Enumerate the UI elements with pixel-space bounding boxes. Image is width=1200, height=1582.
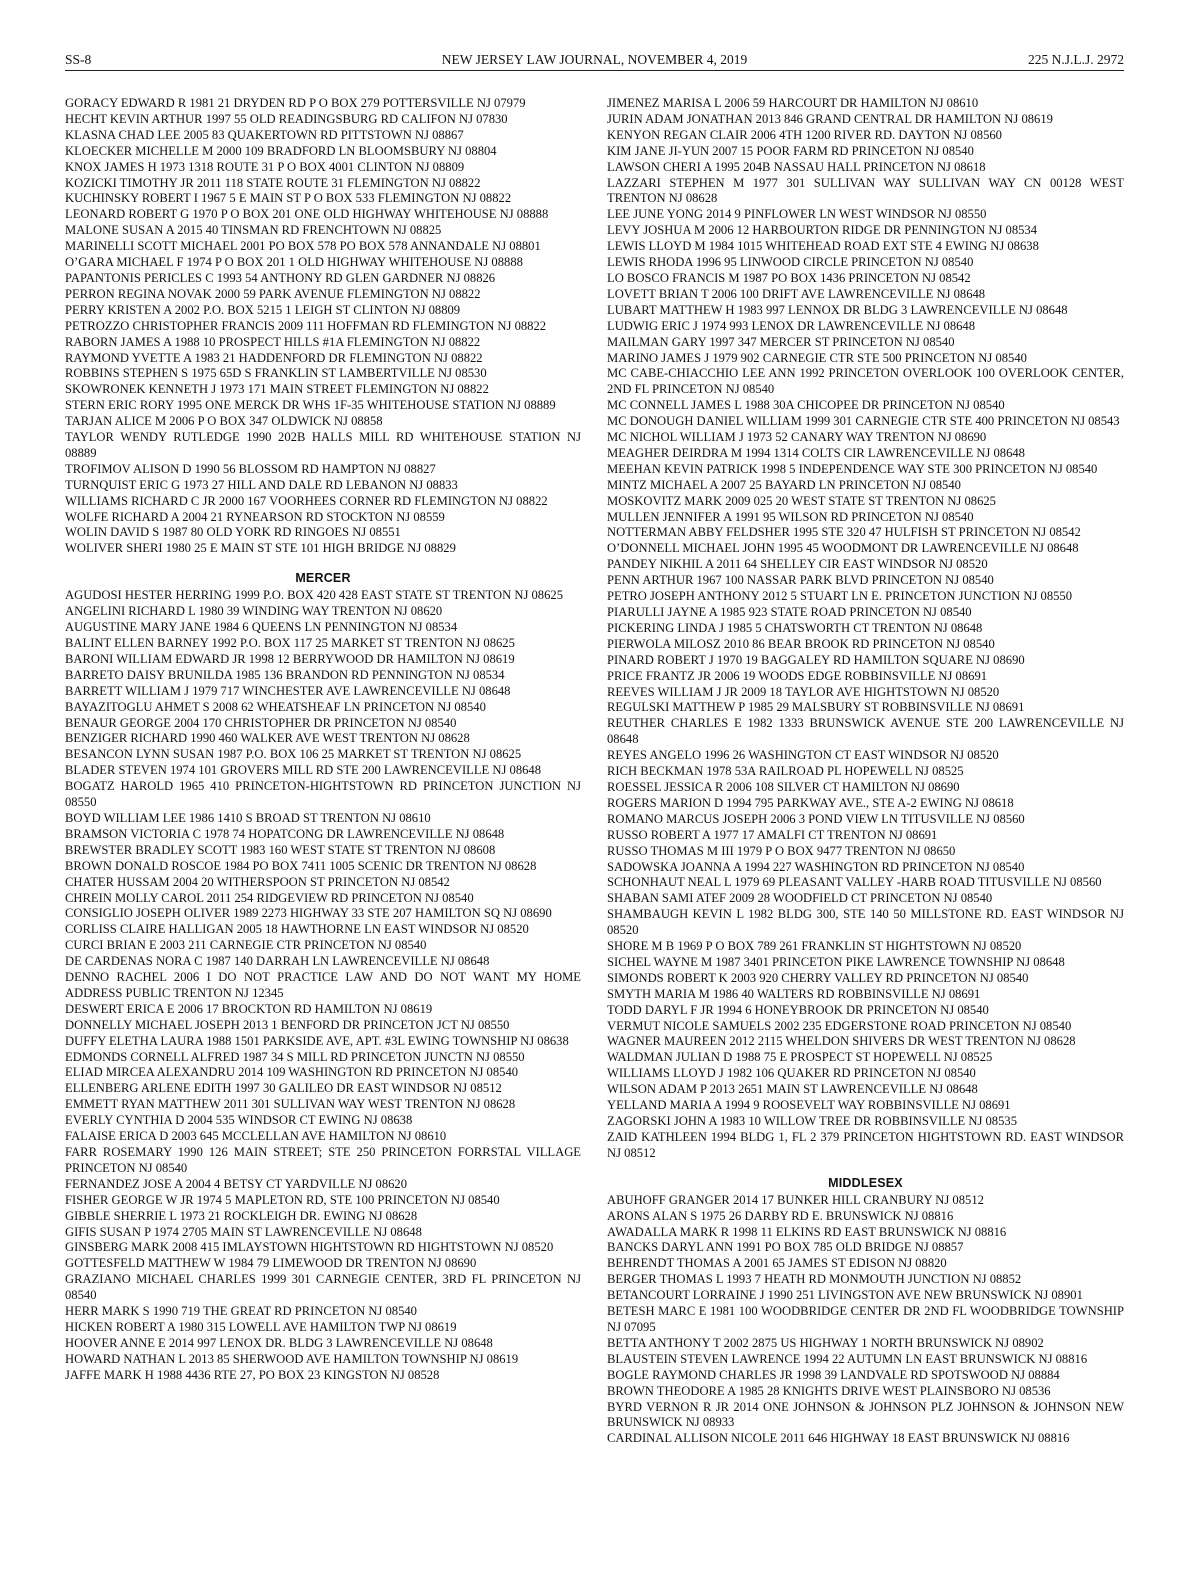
attorney-entry: PETRO JOSEPH ANTHONY 2012 5 STUART LN E. PRINCETON JUNCTION NJ 08550 xyxy=(607,589,1073,604)
attorney-entry: MAILMAN GARY 1997 347 MERCER ST PRINCETON NJ 08540 xyxy=(607,334,955,349)
attorney-entry: PENN ARTHUR 1967 100 NASSAR PARK BLVD PRINCETON NJ 08540 xyxy=(607,573,994,588)
attorney-entry: TURNQUIST ERIC G 1973 27 HILL AND DALE RD LEBANON NJ 08833 xyxy=(65,477,458,492)
attorney-entry: ROESSEL JESSICA R 2006 108 SILVER CT HAMILTON NJ 08690 xyxy=(607,779,960,794)
attorney-entry: EVERLY CYNTHIA D 2004 535 WINDSOR CT EWING NJ 08638 xyxy=(65,1113,413,1128)
attorney-entry: BOGLE RAYMOND CHARLES JR 1998 39 LANDVALE RD SPOTSWOOD NJ 08884 xyxy=(607,1367,1060,1382)
attorney-entry: MARINELLI SCOTT MICHAEL 2001 PO BOX 578 PO BOX 578 ANNANDALE NJ 08801 xyxy=(65,239,541,254)
attorney-entry: ZAID KATHLEEN 1994 BLDG 1, FL 2 379 PRINCETON HIGHTSTOWN RD. EAST WINDSOR NJ 08512 xyxy=(607,1129,1124,1160)
attorney-entry: KLASNA CHAD LEE 2005 83 QUAKERTOWN RD PITTSTOWN NJ 08867 xyxy=(65,127,464,142)
attorney-entry: YELLAND MARIA A 1994 9 ROOSEVELT WAY ROBBINSVILLE NJ 08691 xyxy=(607,1098,1011,1113)
attorney-entry: ZAGORSKI JOHN A 1983 10 WILLOW TREE DR ROBBINSVILLE NJ 08535 xyxy=(607,1114,1017,1128)
attorney-entry: RUSSO THOMAS M III 1979 P O BOX 9477 TRENTON NJ 08650 xyxy=(607,843,956,858)
attorney-entry: BANCKS DARYL ANN 1991 PO BOX 785 OLD BRIDGE NJ 08857 xyxy=(607,1240,964,1255)
attorney-entry: DESWERT ERICA E 2006 17 BROCKTON RD HAMILTON NJ 08619 xyxy=(65,1001,433,1016)
attorney-entry: PERRON REGINA NOVAK 2000 59 PARK AVENUE FLEMINGTON NJ 08822 xyxy=(65,286,481,301)
attorney-entry: BAYAZITOGLU AHMET S 2008 62 WHEATSHEAF LN PRINCETON NJ 08540 xyxy=(65,699,486,714)
attorney-entry: PANDEY NIKHIL A 2011 64 SHELLEY CIR EAST WINDSOR NJ 08520 xyxy=(607,557,988,572)
attorney-entry: BESANCON LYNN SUSAN 1987 P.O. BOX 106 25 MARKET ST TRENTON NJ 08625 xyxy=(65,747,522,762)
attorney-entry: O’GARA MICHAEL F 1974 P O BOX 201 1 OLD HIGHWAY WHITEHOUSE NJ 08888 xyxy=(65,255,523,270)
attorney-entry: ELIAD MIRCEA ALEXANDRU 2014 109 WASHINGTON RD PRINCETON NJ 08540 xyxy=(65,1065,519,1080)
attorney-entry: JURIN ADAM JONATHAN 2013 846 GRAND CENTRAL DR HAMILTON NJ 08619 xyxy=(607,111,1053,126)
attorney-entry: BOYD WILLIAM LEE 1986 1410 S BROAD ST TRENTON NJ 08610 xyxy=(65,810,431,825)
attorney-entry: O’DONNELL MICHAEL JOHN 1995 45 WOODMONT DR LAWRENCEVILLE NJ 08648 xyxy=(607,541,1079,556)
attorney-entry: LEWIS LLOYD M 1984 1015 WHITEHEAD ROAD EXT STE 4 EWING NJ 08638 xyxy=(607,239,1039,254)
attorney-entry: RABORN JAMES A 1988 10 PROSPECT HILLS #1A FLEMINGTON NJ 08822 xyxy=(65,334,481,349)
attorney-entry: LEE JUNE YONG 2014 9 PINFLOWER LN WEST WINDSOR NJ 08550 xyxy=(607,207,987,222)
attorney-entry: BENZIGER RICHARD 1990 460 WALKER AVE WEST TRENTON NJ 08628 xyxy=(65,731,470,746)
attorney-entry: ANGELINI RICHARD L 1980 39 WINDING WAY TRENTON NJ 08620 xyxy=(65,604,443,619)
attorney-entry: KENYON REGAN CLAIR 2006 4TH 1200 RIVER RD. DAYTON NJ 08560 xyxy=(607,127,1002,142)
attorney-entry: BEHRENDT THOMAS A 2001 65 JAMES ST EDISON NJ 08820 xyxy=(607,1256,947,1271)
attorney-entry: GOTTESFELD MATTHEW W 1984 79 LIMEWOOD DR TRENTON NJ 08690 xyxy=(65,1256,477,1271)
attorney-entry: EMMETT RYAN MATTHEW 2011 301 SULLIVAN WAY WEST TRENTON NJ 08628 xyxy=(65,1097,516,1112)
attorney-entry: STERN ERIC RORY 1995 ONE MERCK DR WHS 1F-35 WHITEHOUSE STATION NJ 08889 xyxy=(65,398,556,413)
attorney-entry: ARONS ALAN S 1975 26 DARBY RD E. BRUNSWICK NJ 08816 xyxy=(607,1208,954,1223)
attorney-entry: TARJAN ALICE M 2006 P O BOX 347 OLDWICK NJ 08858 xyxy=(65,414,383,429)
attorney-entry: CARDINAL ALLISON NICOLE 2011 646 HIGHWAY 18 EAST BRUNSWICK NJ 08816 xyxy=(607,1431,1070,1446)
attorney-entry: LEVY JOSHUA M 2006 12 HARBOURTON RIDGE DR PENNINGTON NJ 08534 xyxy=(607,223,1038,238)
attorney-entry: WOLIVER SHERI 1980 25 E MAIN ST STE 101 HIGH BRIDGE NJ 08829 xyxy=(65,541,456,556)
attorney-entry: ROBBINS STEPHEN S 1975 65D S FRANKLIN ST LAMBERTVILLE NJ 08530 xyxy=(65,366,487,381)
attorney-entry: LAWSON CHERI A 1995 204B NASSAU HALL PRINCETON NJ 08618 xyxy=(607,159,986,174)
attorney-entry: HOOVER ANNE E 2014 997 LENOX DR. BLDG 3 LAWRENCEVILLE NJ 08648 xyxy=(65,1335,493,1350)
attorney-entry: REGULSKI MATTHEW P 1985 29 MALSBURY ST ROBBINSVILLE NJ 08691 xyxy=(607,700,1025,715)
publication-title: NEW JERSEY LAW JOURNAL, NOVEMBER 4, 2019 xyxy=(441,52,748,67)
attorney-entry: MC CABE-CHIACCHIO LEE ANN 1992 PRINCETON OVERLOOK 100 OVERLOOK CENTER, 2ND FL PRINCETON NJ 08540 xyxy=(607,366,1124,397)
attorney-entry: FISHER GEORGE W JR 1974 5 MAPLETON RD, STE 100 PRINCETON NJ 08540 xyxy=(65,1192,500,1207)
attorney-entry: KOZICKI TIMOTHY JR 2011 118 STATE ROUTE 31 FLEMINGTON NJ 08822 xyxy=(65,175,481,190)
attorney-entry: BROWN DONALD ROSCOE 1984 PO BOX 7411 1005 SCENIC DR TRENTON NJ 08628 xyxy=(65,858,537,873)
attorney-entry: SHORE M B 1969 P O BOX 789 261 FRANKLIN ST HIGHTSTOWN NJ 08520 xyxy=(607,939,1022,954)
attorney-entry: SHAMBAUGH KEVIN L 1982 BLDG 300, STE 140 50 MILLSTONE RD. EAST WINDSOR NJ 08520 xyxy=(607,907,1124,938)
attorney-entry: KLOECKER MICHELLE M 2000 109 BRADFORD LN BLOOMSBURY NJ 08804 xyxy=(65,143,497,158)
attorney-entry: CHREIN MOLLY CAROL 2011 254 RIDGEVIEW RD PRINCETON NJ 08540 xyxy=(65,890,474,905)
attorney-entry: BYRD VERNON R JR 2014 ONE JOHNSON & JOHNSON PLZ JOHNSON & JOHNSON NEW BRUNSWICK NJ 08933 xyxy=(607,1399,1124,1430)
attorney-entry: KNOX JAMES H 1973 1318 ROUTE 31 P O BOX 4001 CLINTON NJ 08809 xyxy=(65,159,465,174)
attorney-entry: GIFIS SUSAN P 1974 2705 MAIN ST LAWRENCEVILLE NJ 08648 xyxy=(65,1224,422,1239)
attorney-entry: SICHEL WAYNE M 1987 3401 PRINCETON PIKE LAWRENCE TOWNSHIP NJ 08648 xyxy=(607,954,1065,969)
attorney-entry: VERMUT NICOLE SAMUELS 2002 235 EDGERSTONE ROAD PRINCETON NJ 08540 xyxy=(607,1018,1072,1033)
attorney-entry: BARRETO DAISY BRUNILDA 1985 136 BRANDON RD PENNINGTON NJ 08534 xyxy=(65,667,505,682)
attorney-entry: WAGNER MAUREEN 2012 2115 WHELDON SHIVERS DR WEST TRENTON NJ 08628 xyxy=(607,1034,1076,1049)
attorney-entry: AUGUSTINE MARY JANE 1984 6 QUEENS LN PENNINGTON NJ 08534 xyxy=(65,620,458,635)
attorney-entry: MEEHAN KEVIN PATRICK 1998 5 INDEPENDENCE WAY STE 300 PRINCETON NJ 08540 xyxy=(607,461,1098,476)
attorney-entry: PETROZZO CHRISTOPHER FRANCIS 2009 111 HOFFMAN RD FLEMINGTON NJ 08822 xyxy=(65,318,547,333)
attorney-entry: MALONE SUSAN A 2015 40 TINSMAN RD FRENCHTOWN NJ 08825 xyxy=(65,223,442,238)
attorney-entry: TODD DARYL F JR 1994 6 HONEYBROOK DR PRINCETON NJ 08540 xyxy=(607,1002,989,1017)
attorney-entry: MOSKOVITZ MARK 2009 025 20 WEST STATE ST TRENTON NJ 08625 xyxy=(607,493,996,508)
attorney-entry: DONNELLY MICHAEL JOSEPH 2013 1 BENFORD DR PRINCETON JCT NJ 08550 xyxy=(65,1017,510,1032)
attorney-entry: MULLEN JENNIFER A 1991 95 WILSON RD PRINCETON NJ 08540 xyxy=(607,509,974,524)
attorney-entry: ROGERS MARION D 1994 795 PARKWAY AVE., STE A-2 EWING NJ 08618 xyxy=(607,795,1014,810)
attorney-entry: HERR MARK S 1990 719 THE GREAT RD PRINCETON NJ 08540 xyxy=(65,1304,417,1319)
attorney-entry: NOTTERMAN ABBY FELDSHER 1995 STE 320 47 HULFISH ST PRINCETON NJ 08542 xyxy=(607,525,1081,540)
attorney-entry: PICKERING LINDA J 1985 5 CHATSWORTH CT TRENTON NJ 08648 xyxy=(607,620,983,635)
attorney-entry: BREWSTER BRADLEY SCOTT 1983 160 WEST STATE ST TRENTON NJ 08608 xyxy=(65,842,496,857)
attorney-entry: CORLISS CLAIRE HALLIGAN 2005 18 HAWTHORNE LN EAST WINDSOR NJ 08520 xyxy=(65,922,529,937)
attorney-entry: GINSBERG MARK 2008 415 IMLAYSTOWN HIGHTSTOWN RD HIGHTSTOWN NJ 08520 xyxy=(65,1240,554,1255)
attorney-entry: BARONI WILLIAM EDWARD JR 1998 12 BERRYWOOD DR HAMILTON NJ 08619 xyxy=(65,651,515,666)
attorney-entry: BETTA ANTHONY T 2002 2875 US HIGHWAY 1 NORTH BRUNSWICK NJ 08902 xyxy=(607,1335,1044,1350)
attorney-entry: LAZZARI STEPHEN M 1977 301 SULLIVAN WAY SULLIVAN WAY CN 00128 WEST TRENTON NJ 08628 xyxy=(607,175,1124,206)
attorney-entry: EDMONDS CORNELL ALFRED 1987 34 S MILL RD PRINCETON JUNCTN NJ 08550 xyxy=(65,1049,525,1064)
attorney-entry: MEAGHER DEIRDRA M 1994 1314 COLTS CIR LAWRENCEVILLE NJ 08648 xyxy=(607,445,1025,460)
attorney-entry: WILSON ADAM P 2013 2651 MAIN ST LAWRENCEVILLE NJ 08648 xyxy=(607,1082,978,1097)
county-heading: MIDDLESEX xyxy=(828,1175,903,1190)
attorney-entry: PIERWOLA MILOSZ 2010 86 BEAR BROOK RD PRINCETON NJ 08540 xyxy=(607,636,995,651)
page-label: SS-8 xyxy=(65,52,92,67)
attorney-entry: LO BOSCO FRANCIS M 1987 PO BOX 1436 PRINCETON NJ 08542 xyxy=(607,270,971,285)
attorney-entry: BROWN THEODORE A 1985 28 KNIGHTS DRIVE WEST PLAINSBORO NJ 08536 xyxy=(607,1383,1051,1398)
attorney-entry: BERGER THOMAS L 1993 7 HEATH RD MONMOUTH JUNCTION NJ 08852 xyxy=(607,1272,1022,1287)
attorney-entry: KUCHINSKY ROBERT I 1967 5 E MAIN ST P O BOX 533 FLEMINGTON NJ 08822 xyxy=(65,191,512,206)
attorney-entry: FERNANDEZ JOSE A 2004 4 BETSY CT YARDVILLE NJ 08620 xyxy=(65,1176,408,1191)
attorney-entry: HOWARD NATHAN L 2013 85 SHERWOOD AVE HAMILTON TOWNSHIP NJ 08619 xyxy=(65,1351,519,1366)
attorney-entry: ROMANO MARCUS JOSEPH 2006 3 POND VIEW LN TITUSVILLE NJ 08560 xyxy=(607,811,1025,826)
attorney-entry: PINARD ROBERT J 1970 19 BAGGALEY RD HAMILTON SQUARE NJ 08690 xyxy=(607,652,1025,667)
attorney-entry: AGUDOSI HESTER HERRING 1999 P.O. BOX 420 428 EAST STATE ST TRENTON NJ 08625 xyxy=(65,588,563,603)
attorney-entry: CURCI BRIAN E 2003 211 CARNEGIE CTR PRINCETON NJ 08540 xyxy=(65,938,427,953)
attorney-entry: JIMENEZ MARISA L 2006 59 HARCOURT DR HAMILTON NJ 08610 xyxy=(607,96,979,110)
attorney-entry: BLAUSTEIN STEVEN LAWRENCE 1994 22 AUTUMN LN EAST BRUNSWICK NJ 08816 xyxy=(607,1351,1088,1366)
attorney-entry: WILLIAMS LLOYD J 1982 106 QUAKER RD PRINCETON NJ 08540 xyxy=(607,1066,976,1081)
attorney-entry: BRAMSON VICTORIA C 1978 74 HOPATCONG DR LAWRENCEVILLE NJ 08648 xyxy=(65,826,505,841)
attorney-entry: WILLIAMS RICHARD C JR 2000 167 VOORHEES CORNER RD FLEMINGTON NJ 08822 xyxy=(65,493,548,508)
right-column xyxy=(607,96,1124,1447)
attorney-entry: BETESH MARC E 1981 100 WOODBRIDGE CENTER DR 2ND FL WOODBRIDGE TOWNSHIP NJ 07095 xyxy=(607,1304,1124,1334)
attorney-entry: LOVETT BRIAN T 2006 100 DRIFT AVE LAWRENCEVILLE NJ 08648 xyxy=(607,286,986,301)
county-heading: MERCER xyxy=(295,571,351,586)
attorney-entry: FALAISE ERICA D 2003 645 MCCLELLAN AVE HAMILTON NJ 08610 xyxy=(65,1129,447,1144)
attorney-entry: REEVES WILLIAM J JR 2009 18 TAYLOR AVE HIGHTSTOWN NJ 08520 xyxy=(607,684,1000,699)
page-header xyxy=(65,52,1124,71)
attorney-entry: MINTZ MICHAEL A 2007 25 BAYARD LN PRINCETON NJ 08540 xyxy=(607,477,961,492)
attorney-entry: SKOWRONEK KENNETH J 1973 171 MAIN STREET FLEMINGTON NJ 08822 xyxy=(65,382,489,397)
attorney-entry: DE CARDENAS NORA C 1987 140 DARRAH LN LAWRENCEVILLE NJ 08648 xyxy=(65,954,490,969)
attorney-entry: PERRY KRISTEN A 2002 P.O. BOX 5215 1 LEIGH ST CLINTON NJ 08809 xyxy=(65,302,461,317)
attorney-entry: SCHONHAUT NEAL L 1979 69 PLEASANT VALLEY -HARB ROAD TITUSVILLE NJ 08560 xyxy=(607,875,1102,890)
attorney-entry: MC NICHOL WILLIAM J 1973 52 CANARY WAY TRENTON NJ 08690 xyxy=(607,430,987,445)
attorney-entry: SHABAN SAMI ATEF 2009 28 WOODFIELD CT PRINCETON NJ 08540 xyxy=(607,891,993,906)
attorney-entry: BETANCOURT LORRAINE J 1990 251 LIVINGSTON AVE NEW BRUNSWICK NJ 08901 xyxy=(607,1288,1083,1303)
attorney-entry: JAFFE MARK H 1988 4436 RTE 27, PO BOX 23 KINGSTON NJ 08528 xyxy=(65,1367,440,1382)
attorney-entry: DUFFY ELETHA LAURA 1988 1501 PARKSIDE AVE, APT. #3L EWING TOWNSHIP NJ 08638 xyxy=(65,1033,569,1048)
attorney-entry: MC CONNELL JAMES L 1988 30A CHICOPEE DR PRINCETON NJ 08540 xyxy=(607,398,1005,413)
attorney-entry: CONSIGLIO JOSEPH OLIVER 1989 2273 HIGHWAY 33 STE 207 HAMILTON SQ NJ 08690 xyxy=(65,906,552,921)
attorney-entry: SIMONDS ROBERT K 2003 920 CHERRY VALLEY RD PRINCETON NJ 08540 xyxy=(607,970,1029,985)
attorney-entry: PRICE FRANTZ JR 2006 19 WOODS EDGE ROBBINSVILLE NJ 08691 xyxy=(607,668,988,683)
attorney-entry: WOLFE RICHARD A 2004 21 RYNEARSON RD STOCKTON NJ 08559 xyxy=(65,509,445,524)
attorney-entry: MARINO JAMES J 1979 902 CARNEGIE CTR STE 500 PRINCETON NJ 08540 xyxy=(607,350,1027,365)
attorney-entry: AWADALLA MARK R 1998 11 ELKINS RD EAST BRUNSWICK NJ 08816 xyxy=(607,1224,1007,1239)
attorney-entry: PIARULLI JAYNE A 1985 923 STATE ROAD PRINCETON NJ 08540 xyxy=(607,605,972,619)
attorney-entry: REUTHER CHARLES E 1982 1333 BRUNSWICK AVENUE STE 200 LAWRENCEVILLE NJ 08648 xyxy=(607,716,1124,747)
attorney-entry: REYES ANGELO 1996 26 WASHINGTON CT EAST WINDSOR NJ 08520 xyxy=(607,748,999,763)
attorney-entry: GORACY EDWARD R 1981 21 DRYDEN RD P O BOX 279 POTTERSVILLE NJ 07979 xyxy=(65,96,526,110)
attorney-entry: TAYLOR WENDY RUTLEDGE 1990 202B HALLS MILL RD WHITEHOUSE STATION NJ 08889 xyxy=(65,430,581,460)
attorney-entry: TROFIMOV ALISON D 1990 56 BLOSSOM RD HAMPTON NJ 08827 xyxy=(65,461,436,476)
attorney-entry: KIM JANE JI-YUN 2007 15 POOR FARM RD PRINCETON NJ 08540 xyxy=(607,143,974,158)
attorney-entry: ELLENBERG ARLENE EDITH 1997 30 GALILEO DR EAST WINDSOR NJ 08512 xyxy=(65,1081,502,1096)
attorney-entry: BOGATZ HAROLD 1965 410 PRINCETON-HIGHTSTOWN RD PRINCETON JUNCTION NJ 08550 xyxy=(65,779,581,810)
attorney-entry: LUBART MATTHEW H 1983 997 LENNOX DR BLDG 3 LAWRENCEVILLE NJ 08648 xyxy=(607,302,1068,317)
attorney-entry: BARRETT WILLIAM J 1979 717 WINCHESTER AVE LAWRENCEVILLE NJ 08648 xyxy=(65,683,511,698)
attorney-entry: GIBBLE SHERRIE L 1973 21 ROCKLEIGH DR. EWING NJ 08628 xyxy=(65,1208,418,1223)
attorney-entry: ABUHOFF GRANGER 2014 17 BUNKER HILL CRANBURY NJ 08512 xyxy=(607,1192,984,1207)
attorney-entry: FARR ROSEMARY 1990 126 MAIN STREET; STE 250 PRINCETON FORRSTAL VILLAGE PRINCETON NJ 08540 xyxy=(65,1145,581,1175)
attorney-entry: SADOWSKA JOANNA A 1994 227 WASHINGTON RD PRINCETON NJ 08540 xyxy=(607,859,1025,874)
attorney-entry: PAPANTONIS PERICLES C 1993 54 ANTHONY RD GLEN GARDNER NJ 08826 xyxy=(65,270,496,285)
attorney-entry: HECHT KEVIN ARTHUR 1997 55 OLD READINGSBURG RD CALIFON NJ 07830 xyxy=(65,111,508,126)
attorney-entry: RAYMOND YVETTE A 1983 21 HADDENFORD DR FLEMINGTON NJ 08822 xyxy=(65,350,483,365)
attorney-entry: WOLIN DAVID S 1987 80 OLD YORK RD RINGOES NJ 08551 xyxy=(65,525,401,540)
attorney-entry: MC DONOUGH DANIEL WILLIAM 1999 301 CARNEGIE CTR STE 400 PRINCETON NJ 08543 xyxy=(607,414,1120,429)
attorney-entry: HICKEN ROBERT A 1980 315 LOWELL AVE HAMILTON TWP NJ 08619 xyxy=(65,1319,457,1334)
attorney-entry: LEONARD ROBERT G 1970 P O BOX 201 ONE OLD HIGHWAY WHITEHOUSE NJ 08888 xyxy=(65,207,549,222)
attorney-entry: RICH BECKMAN 1978 53A RAILROAD PL HOPEWELL NJ 08525 xyxy=(607,764,964,779)
attorney-entry: RUSSO ROBERT A 1977 17 AMALFI CT TRENTON NJ 08691 xyxy=(607,827,938,842)
attorney-entry: WALDMAN JULIAN D 1988 75 E PROSPECT ST HOPEWELL NJ 08525 xyxy=(607,1050,993,1065)
attorney-entry: SMYTH MARIA M 1986 40 WALTERS RD ROBBINSVILLE NJ 08691 xyxy=(607,986,981,1001)
attorney-entry: DENNO RACHEL 2006 I DO NOT PRACTICE LAW AND DO NOT WANT MY HOME ADDRESS PUBLIC TRENTON NJ 12345 xyxy=(65,970,581,1000)
attorney-entry: LUDWIG ERIC J 1974 993 LENOX DR LAWRENCEVILLE NJ 08648 xyxy=(607,318,976,333)
attorney-entry: BLADER STEVEN 1974 101 GROVERS MILL RD STE 200 LAWRENCEVILLE NJ 08648 xyxy=(65,763,542,778)
attorney-entry: BALINT ELLEN BARNEY 1992 P.O. BOX 117 25 MARKET ST TRENTON NJ 08625 xyxy=(65,636,515,650)
citation: 225 N.J.L.J. 2972 xyxy=(1027,52,1124,67)
attorney-entry: BENAUR GEORGE 2004 170 CHRISTOPHER DR PRINCETON NJ 08540 xyxy=(65,715,457,730)
attorney-entry: LEWIS RHODA 1996 95 LINWOOD CIRCLE PRINCETON NJ 08540 xyxy=(607,255,974,270)
attorney-entry: GRAZIANO MICHAEL CHARLES 1999 301 CARNEGIE CENTER, 3RD FL PRINCETON NJ 08540 xyxy=(65,1272,581,1303)
attorney-entry: CHATER HUSSAM 2004 20 WITHERSPOON ST PRINCETON NJ 08542 xyxy=(65,874,450,889)
left-column xyxy=(65,96,581,1384)
